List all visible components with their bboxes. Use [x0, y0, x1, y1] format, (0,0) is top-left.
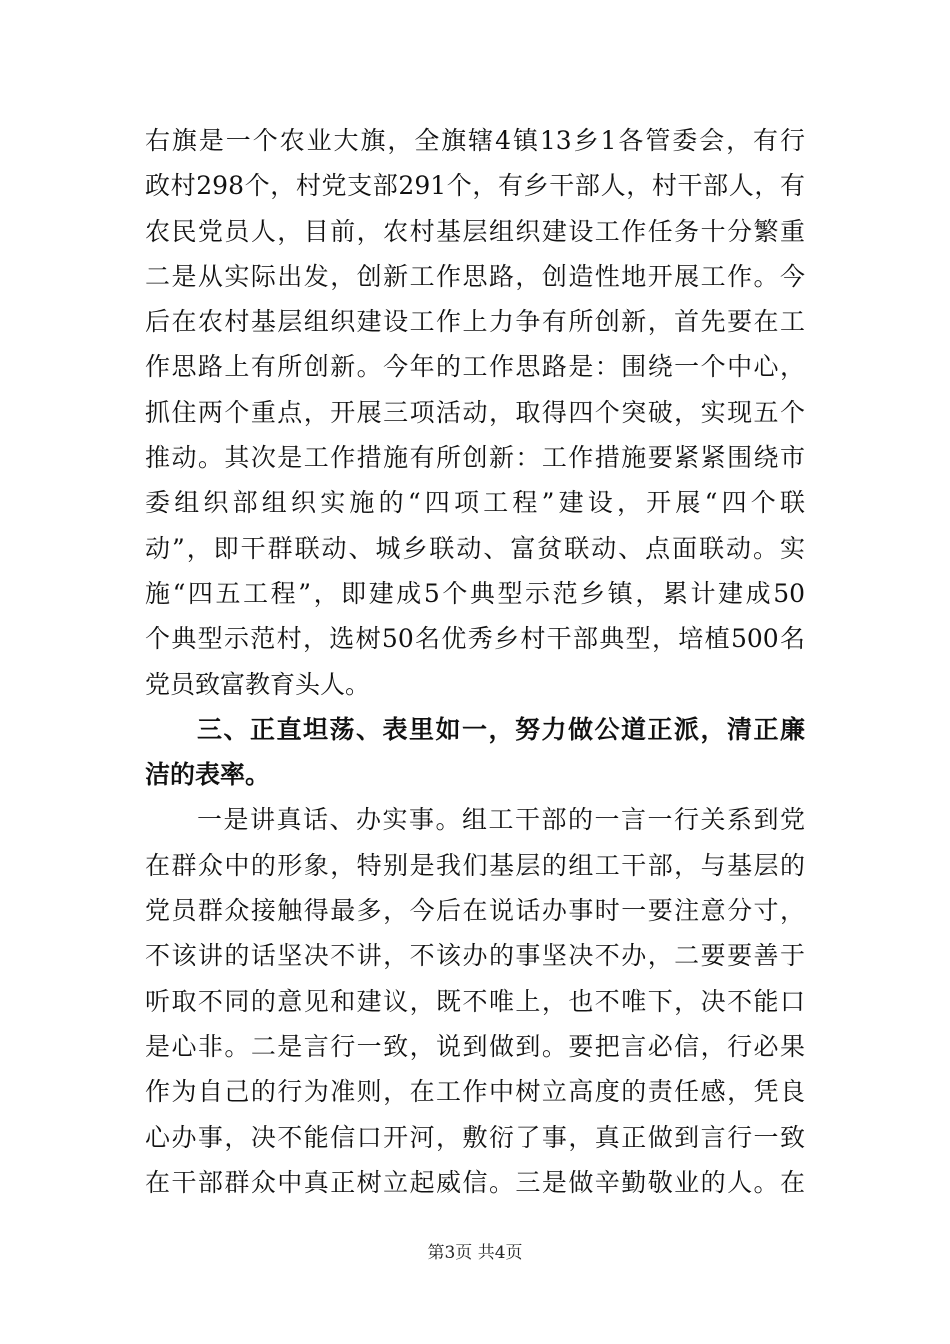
body-text-line: 一是讲真话、办实事。组工干部的一言一行关系到党 — [197, 805, 805, 835]
body-text-line: 推动。其次是工作措施有所创新：工作措施要紧紧围绕市 — [145, 443, 805, 473]
body-text-line: 政村298个，村党支部291个，有乡干部人，村干部人，有 — [145, 171, 805, 201]
page-number-footer: 第3页 共4页 — [427, 1243, 523, 1263]
body-text-line: 抓住两个重点，开展三项活动，取得四个突破，实现五个 — [145, 397, 805, 427]
body-text-line: 在干部群众中真正树立起威信。三是做辛勤敬业的人。在 — [145, 1167, 805, 1197]
body-text-line: 后在农村基层组织建设工作上力争有所创新，首先要在工 — [145, 307, 805, 337]
body-text-line: 心办事，决不能信口开河，敷衍了事，真正做到言行一致 — [145, 1122, 805, 1152]
section-heading: 三、正直坦荡、表里如一，努力做公道正派，清正廉 — [197, 714, 805, 744]
body-text-line: 个典型示范村，选树50名优秀乡村干部典型，培植500名 — [145, 624, 805, 654]
body-text-line: 不该讲的话坚决不讲，不该办的事坚决不办，二要要善于 — [145, 941, 805, 971]
body-text-line: 作为自己的行为准则，在工作中树立高度的责任感，凭良 — [145, 1077, 805, 1107]
body-text-line: 听取不同的意见和建议，既不唯上，也不唯下，决不能口 — [145, 986, 805, 1016]
body-text-line: 党员致富教育头人。 — [145, 669, 371, 699]
document-body — [145, 118, 805, 1205]
body-text-line: 农民党员人，目前，农村基层组织建设工作任务十分繁重 — [145, 216, 805, 246]
body-text-line: 是心非。二是言行一致，说到做到。要把言必信，行必果 — [145, 1031, 805, 1061]
body-text-line: 动”，即干群联动、城乡联动、富贫联动、点面联动。实 — [145, 533, 805, 563]
body-text-line: 施“四五工程”，即建成5个典型示范乡镇，累计建成50 — [145, 578, 805, 608]
body-text-line: 在群众中的形象，特别是我们基层的组工干部，与基层的 — [145, 850, 805, 880]
body-text-line: 右旗是一个农业大旗，全旗辖4镇13乡1各管委会，有行 — [145, 126, 805, 155]
section-heading: 洁的表率。 — [145, 760, 271, 790]
body-text-line: 党员群众接触得最多，今后在说话办事时一要注意分寸， — [145, 896, 805, 926]
body-text-line: 委组织部组织实施的“四项工程”建设，开展“四个联 — [145, 488, 805, 518]
body-text-line: 二是从实际出发，创新工作思路，创造性地开展工作。今 — [145, 261, 805, 291]
body-text-line: 作思路上有所创新。今年的工作思路是：围绕一个中心， — [145, 352, 805, 382]
